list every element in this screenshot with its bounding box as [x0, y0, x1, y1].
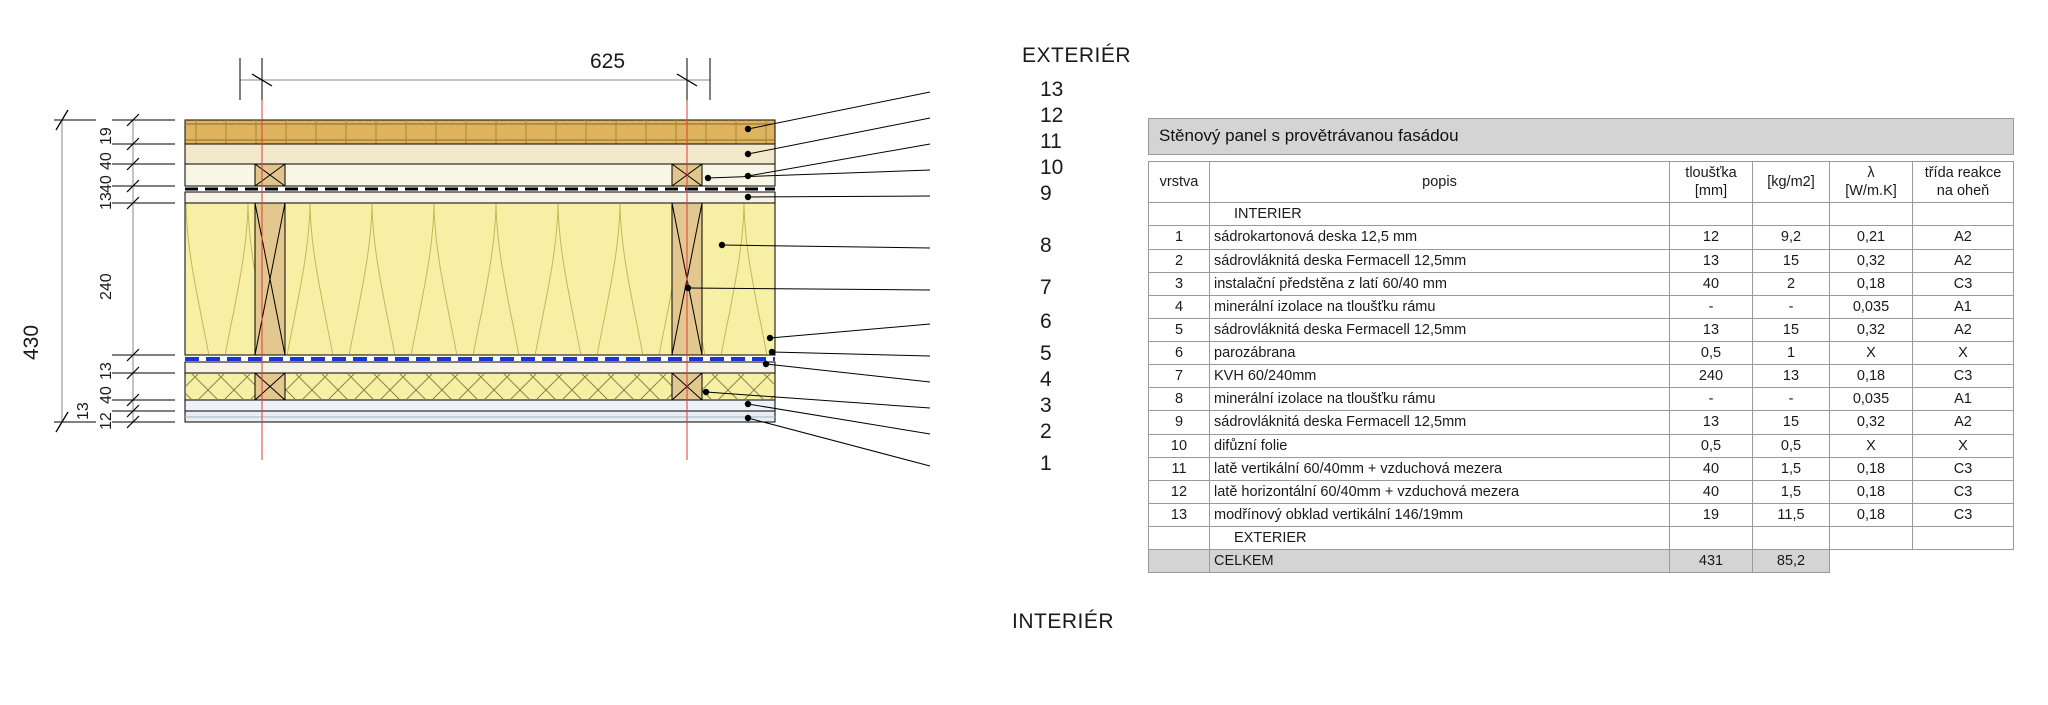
cell-description: instalační předstěna z latí 60/40 mm [1210, 272, 1670, 295]
cell-thickness: 0,5 [1670, 434, 1753, 457]
cell-thickness: 40 [1670, 272, 1753, 295]
cell-thickness: 13 [1670, 411, 1753, 434]
layer-legend-table [1148, 161, 2014, 573]
header-fire-line2: na oheň [1936, 183, 1990, 200]
cell-fire: A2 [1913, 249, 2014, 272]
cell-total-label-text: CELKEM [1210, 550, 1670, 573]
cell-thickness: - [1670, 295, 1753, 318]
cell-layer [1149, 203, 1210, 226]
exterior-label: EXTERIÉR [1022, 44, 1132, 67]
cell-fire: A2 [1913, 226, 2014, 249]
cell-weight: 13 [1753, 365, 1830, 388]
header-description: popis [1210, 162, 1670, 203]
cell-weight: - [1753, 388, 1830, 411]
layer-legend-panel [1148, 118, 2014, 573]
cell-layer: 9 [1149, 411, 1210, 434]
cell-total-label [1149, 550, 1210, 573]
header-lambda [1830, 162, 1913, 203]
cell-thickness: 240 [1670, 365, 1753, 388]
table-row [1149, 388, 2014, 411]
header-lambda-line1: λ [1867, 165, 1875, 181]
leader-number-9: 9 [1040, 182, 1052, 205]
cell-description: EXTERIER [1210, 527, 1670, 550]
cell-weight [1753, 203, 1830, 226]
cell-thickness: 19 [1670, 503, 1753, 526]
cell-thickness: 0,5 [1670, 342, 1753, 365]
leader-number-12: 12 [1040, 104, 1064, 127]
cell-lambda [1830, 527, 1913, 550]
legend-title: Stěnový panel s provětrávanou fasádou [1148, 118, 2014, 155]
cell-lambda: 0,18 [1830, 457, 1913, 480]
cell-thickness: 40 [1670, 480, 1753, 503]
cell-fire: A2 [1913, 318, 2014, 341]
cell-layer: 3 [1149, 272, 1210, 295]
leader-number-7: 7 [1040, 276, 1052, 299]
header-fire-line1: třída reakce [1924, 165, 2002, 181]
cell-weight: - [1753, 295, 1830, 318]
table-row [1149, 457, 2014, 480]
cell-thickness: 12 [1670, 226, 1753, 249]
cell-thickness [1670, 203, 1753, 226]
leader-number-13: 13 [1040, 78, 1064, 101]
header-layer: vrstva [1149, 162, 1210, 203]
cell-lambda: 0,32 [1830, 249, 1913, 272]
cell-fire: X [1913, 434, 2014, 457]
cell-thickness: 13 [1670, 318, 1753, 341]
table-row [1149, 249, 2014, 272]
cell-fire: C3 [1913, 272, 2014, 295]
cell-layer: 1 [1149, 226, 1210, 249]
cell-total-lambda [1830, 550, 1913, 573]
cell-layer: 8 [1149, 388, 1210, 411]
table-body [1149, 203, 2014, 573]
table-row [1149, 365, 2014, 388]
cell-description: difůzní folie [1210, 434, 1670, 457]
cell-lambda: X [1830, 342, 1913, 365]
header-weight: [kg/m2] [1753, 162, 1830, 203]
cell-lambda: 0,18 [1830, 503, 1913, 526]
cell-layer: 13 [1149, 503, 1210, 526]
dimension-layer-40a: 40 [98, 152, 115, 170]
header-thickness-line2: [mm] [1694, 183, 1728, 200]
cell-total-weight: 85,2 [1753, 550, 1830, 573]
cell-fire: C3 [1913, 365, 2014, 388]
leader-number-3: 3 [1040, 394, 1052, 417]
cell-layer: 4 [1149, 295, 1210, 318]
cell-weight: 11,5 [1753, 503, 1830, 526]
cell-fire [1913, 203, 2014, 226]
cell-weight: 0,5 [1753, 434, 1830, 457]
dimension-layer-40c: 40 [98, 386, 115, 404]
cell-lambda: 0,18 [1830, 365, 1913, 388]
cell-description: minerální izolace na tloušťku rámu [1210, 295, 1670, 318]
leader-number-4: 4 [1040, 368, 1052, 391]
dimension-layer-13b: 13 [98, 362, 115, 380]
leader-number-8: 8 [1040, 234, 1052, 257]
cell-layer [1149, 527, 1210, 550]
leader-number-1: 1 [1040, 452, 1052, 475]
cell-fire: C3 [1913, 457, 2014, 480]
cell-weight [1753, 527, 1830, 550]
dimension-layer-19: 19 [98, 127, 115, 145]
dimension-core-240: 240 [98, 273, 115, 300]
leader-number-10: 10 [1040, 156, 1064, 179]
cell-thickness: 13 [1670, 249, 1753, 272]
cell-weight: 15 [1753, 249, 1830, 272]
table-header-row [1149, 162, 2014, 203]
interior-label: INTERIÉR [1012, 610, 1115, 633]
cell-weight: 15 [1753, 411, 1830, 434]
table-row-interior [1149, 203, 2014, 226]
cell-layer: 11 [1149, 457, 1210, 480]
table-row [1149, 480, 2014, 503]
header-thickness [1670, 162, 1753, 203]
table-row [1149, 503, 2014, 526]
cell-fire: A1 [1913, 295, 2014, 318]
leader-number-2: 2 [1040, 420, 1052, 443]
dimension-layer-13a: 13 [98, 192, 115, 210]
cell-layer: 2 [1149, 249, 1210, 272]
cell-layer: 5 [1149, 318, 1210, 341]
cell-fire: C3 [1913, 480, 2014, 503]
table-row-exterior [1149, 527, 2014, 550]
cell-description: latě vertikální 60/40mm + vzduchová mezera [1210, 457, 1670, 480]
cell-description: sádrovláknitá deska Fermacell 12,5mm [1210, 249, 1670, 272]
cell-lambda: X [1830, 434, 1913, 457]
leader-number-5: 5 [1040, 342, 1052, 365]
cell-weight: 15 [1753, 318, 1830, 341]
table-row [1149, 434, 2014, 457]
cell-lambda: 0,32 [1830, 318, 1913, 341]
table-row [1149, 342, 2014, 365]
cell-thickness: 40 [1670, 457, 1753, 480]
cell-description: modřínový obklad vertikální 146/19mm [1210, 503, 1670, 526]
cell-weight: 1,5 [1753, 480, 1830, 503]
cell-fire: X [1913, 342, 2014, 365]
cell-description: KVH 60/240mm [1210, 365, 1670, 388]
cell-layer: 12 [1149, 480, 1210, 503]
header-lambda-line2: [W/m.K] [1845, 183, 1897, 200]
cell-lambda: 0,035 [1830, 295, 1913, 318]
cell-description: sádrokartonová deska 12,5 mm [1210, 226, 1670, 249]
cell-description: sádrovláknitá deska Fermacell 12,5mm [1210, 411, 1670, 434]
header-fire-class [1913, 162, 2014, 203]
header-thickness-line1: tloušťka [1685, 165, 1737, 181]
table-row [1149, 226, 2014, 249]
dimension-layer-12: 12 [98, 412, 115, 430]
cell-weight: 1,5 [1753, 457, 1830, 480]
cell-fire [1913, 527, 2014, 550]
dimension-layer-40b: 40 [98, 175, 115, 193]
cell-layer: 10 [1149, 434, 1210, 457]
cell-fire: A1 [1913, 388, 2014, 411]
cell-fire: A2 [1913, 411, 2014, 434]
leader-number-6: 6 [1040, 310, 1052, 333]
cell-description: INTERIER [1210, 203, 1670, 226]
table-row [1149, 295, 2014, 318]
cell-lambda: 0,18 [1830, 272, 1913, 295]
cell-lambda: 0,035 [1830, 388, 1913, 411]
cell-layer: 6 [1149, 342, 1210, 365]
cell-fire: C3 [1913, 503, 2014, 526]
cell-layer: 7 [1149, 365, 1210, 388]
dimension-430: 430 [20, 324, 43, 360]
table-row [1149, 318, 2014, 341]
cell-description: sádrovláknitá deska Fermacell 12,5mm [1210, 318, 1670, 341]
cell-total-fire [1913, 550, 2014, 573]
cell-description: latě horizontální 60/40mm + vzduchová mezera [1210, 480, 1670, 503]
table-row-total [1149, 550, 2014, 573]
table-row [1149, 411, 2014, 434]
cell-lambda: 0,21 [1830, 226, 1913, 249]
cell-lambda: 0,18 [1830, 480, 1913, 503]
cell-weight: 9,2 [1753, 226, 1830, 249]
cell-description: parozábrana [1210, 342, 1670, 365]
cell-thickness: - [1670, 388, 1753, 411]
leader-number-11: 11 [1040, 130, 1062, 153]
cell-weight: 2 [1753, 272, 1830, 295]
cell-lambda [1830, 203, 1913, 226]
cell-weight: 1 [1753, 342, 1830, 365]
dimension-625: 625 [590, 50, 626, 73]
cell-total-thickness: 431 [1670, 550, 1753, 573]
table-row [1149, 272, 2014, 295]
cell-thickness [1670, 527, 1753, 550]
cell-lambda: 0,32 [1830, 411, 1913, 434]
dimension-layer-13c: 13 [75, 402, 92, 420]
cell-description: minerální izolace na tloušťku rámu [1210, 388, 1670, 411]
